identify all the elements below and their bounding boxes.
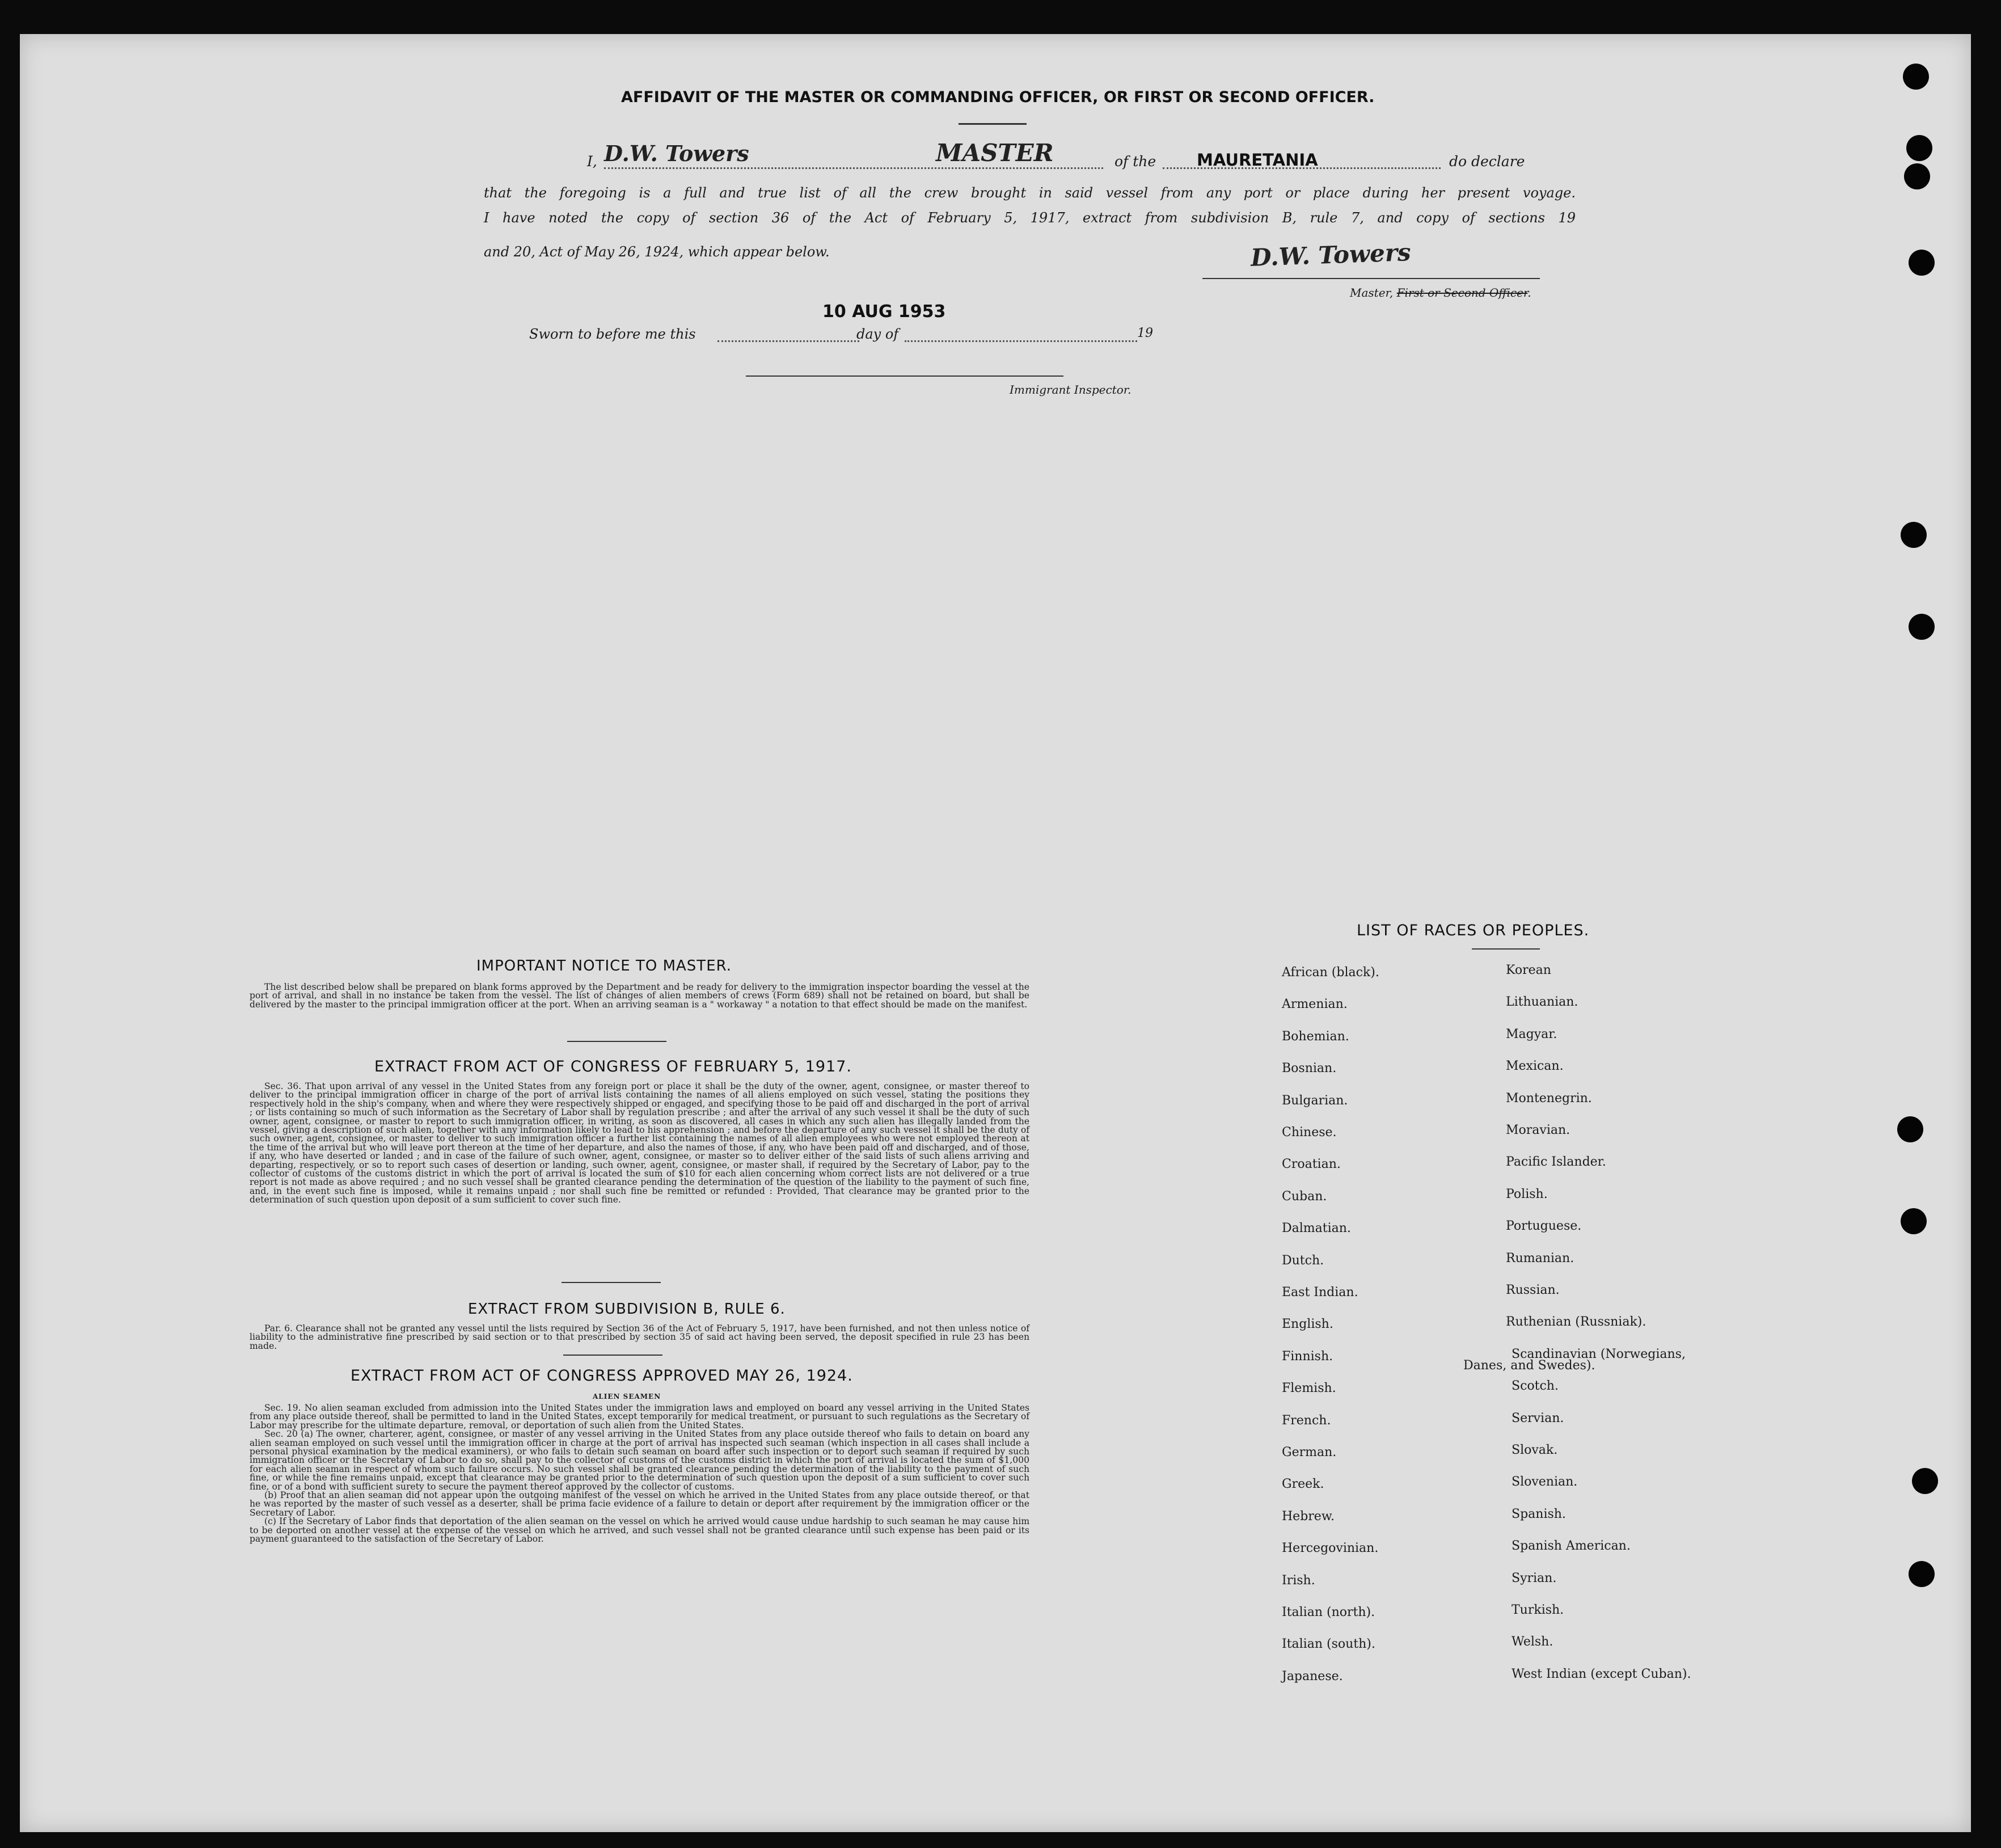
race-item: Danes, and Swedes). xyxy=(1463,1358,1595,1373)
race-item: Spanish. xyxy=(1512,1507,1566,1521)
sec20c-paragraph: (c) If the Secretary of Labor finds that deportation of the alien seaman on the vessel on which he arrived would cause undue hardship to such seaman he may cause him to be deported on another vessel at the expense of the vessel on which he arrived, and such vessel shall not be granted clearance until such expense has been paid or its payment guaranteed to the satisfaction of the Secretary of Labor. xyxy=(250,1516,1029,1545)
section-rule xyxy=(562,1282,661,1283)
day-of-label: day of xyxy=(856,326,899,342)
sworn-date-stamp: 10 AUG 1953 xyxy=(822,302,946,322)
race-item: Turkish. xyxy=(1512,1603,1564,1617)
race-item: Slovenian. xyxy=(1512,1475,1578,1490)
subdivision-b-text xyxy=(250,1324,1029,1351)
notice-text xyxy=(250,983,1029,1009)
title-rule xyxy=(959,123,1027,125)
inspector-signature-line xyxy=(746,375,1063,377)
race-item: Korean xyxy=(1506,963,1551,977)
punch-hole xyxy=(1909,250,1935,276)
race-item: Japanese. xyxy=(1282,1669,1343,1684)
subdivision-b-title: EXTRACT FROM SUBDIVISION B, RULE 6. xyxy=(468,1301,786,1318)
race-item: Scotch. xyxy=(1512,1379,1559,1394)
race-item: Dalmatian. xyxy=(1282,1221,1351,1236)
race-item: Bohemian. xyxy=(1282,1029,1349,1044)
punch-hole xyxy=(1909,1561,1935,1587)
race-item: Pacific Islander. xyxy=(1506,1155,1606,1170)
race-item: Flemish. xyxy=(1282,1381,1336,1396)
vessel-line xyxy=(1163,167,1441,169)
race-item: English. xyxy=(1282,1317,1333,1332)
race-item: Lithuanian. xyxy=(1506,995,1578,1010)
sec36-paragraph: Sec. 36. That upon arrival of any vessel in the United States from any foreign port or place it shall be the duty of the owner, agent, consignee, or master thereof to deliver to the principal immigration officer in charge of the port of arrival lists containing the names of all aliens employed on such vessel, stating the positions they respectively hold in the ship's company, when and where they were respectively shipped or engaged, and specifying those to be paid off and discharged in the port of arrival ; or lists containing so much of such information as the Secretary of Labor shall by regulation prescribe ; and after the arrival of any such vessel it shall be the duty of such owner, agent, consignee, or master to report to such immigration officer, in writing, as soon as discovered, all cases in which any such alien has illegally landed from the vessel, giving a description of such alien, together with any information likely to lead to his apprehension ; and before the departure of any such vessel it shall be the duty of such owner, agent, consignee, or master to deliver to such immigration officer a further list containing the names of all alien employees who were not employed thereon at the time of the arrival but who will leave port thereon at the time of her departure, and also the names of those, if any, who have been paid off and discharged, and of those, if any, who have deserted or landed ; and in case of the failure of such owner, agent, consignee, or master so to deliver either of the said lists of such aliens arriving and departing, respectively, or so to report such cases of desertion or landing, such owner, agent, consignee, or master shall, if required by the Secretary of Labor, pay to the collector of customs of the customs district in which the port of arrival is located the sum of $10 for each alien concerning whom correct lists are not delivered or a true report is not made as above required ; and no such vessel shall be granted clearance pending the determination of the question of the liability to the payment of such fine, and, in the event such fine is imposed, while it remains unpaid ; nor shall such fine be remitted or refunded : Provided, That clearance may be granted prior to the determination of such question upon deposit of a sum sufficient to cover such fine. xyxy=(250,1081,1029,1205)
statement-line-2: I have noted the copy of section 36 of the Act of February 5, 1917, extract from subdivision B, rule 7, and copy of sections 19 xyxy=(484,210,1576,226)
sworn-month-line xyxy=(905,340,1137,342)
sec19-paragraph: Sec. 19. No alien seaman excluded from admission into the United States under the immigration laws and employed on board any vessel arriving in the United States from any place outside thereof, shall be permitted to land in the United States, except temporarily for medical treatment, or pursuant to such regulations as the Secretary of Labor may prescribe for the ultimate departure, removal, or deportation of such alien from the United States. xyxy=(250,1403,1029,1431)
race-item: Magyar. xyxy=(1506,1027,1557,1041)
extract-1924-title: EXTRACT FROM ACT OF CONGRESS APPROVED MAY 26, 1924. xyxy=(351,1367,853,1385)
name-line xyxy=(604,167,1103,169)
race-item: Cuban. xyxy=(1282,1189,1327,1204)
race-item: Polish. xyxy=(1506,1187,1548,1201)
extract-1924-text xyxy=(250,1404,1029,1544)
form-page xyxy=(20,34,1971,1832)
sworn-label: Sworn to before me this xyxy=(529,326,696,342)
race-item: Armenian. xyxy=(1282,997,1348,1012)
race-item: French. xyxy=(1282,1413,1331,1428)
notice-paragraph: The list described below shall be prepared on blank forms approved by the Department and be ready for delivery to the immigration inspector boarding the vessel at the port of arrival, and shall in no instance be taken from the vessel. The list of changes of alien members of crews (Form 689) shall not be retained on board, but shall be delivered by the master to the principal immigration officer at the port. When an arriving seaman is a " workaway " a notation to that effect should be made on the manifest. xyxy=(250,982,1029,1010)
race-item: Russian. xyxy=(1506,1283,1560,1297)
races-title: LIST OF RACES OR PEOPLES. xyxy=(1357,922,1590,939)
affidavit-title: AFFIDAVIT OF THE MASTER OR COMMANDING OFFICER, OR FIRST OR SECOND OFFICER. xyxy=(621,88,1375,106)
race-item: Ruthenian (Russniak). xyxy=(1506,1315,1647,1330)
punch-hole xyxy=(1904,163,1930,189)
punch-hole xyxy=(1901,1208,1927,1234)
i-label: I, xyxy=(587,153,597,170)
par6-paragraph: Par. 6. Clearance shall not be granted any vessel until the lists required by Section 36 of the Act of February 5, 1917, have been furnished, and not then unless notice of liability to the administrative fine prescribed by said section or to that prescribed by section 35 of said act having been served, the deposit specified in rule 23 has been made. xyxy=(250,1323,1029,1351)
race-item: Italian (south). xyxy=(1282,1637,1375,1652)
punch-hole xyxy=(1903,64,1929,90)
race-item: Italian (north). xyxy=(1282,1605,1375,1619)
sworn-day-line xyxy=(717,340,859,342)
race-item: Scandinavian (Norwegians, xyxy=(1512,1347,1686,1361)
race-item: Montenegrin. xyxy=(1506,1091,1592,1106)
punch-hole xyxy=(1897,1116,1923,1142)
race-item: Finnish. xyxy=(1282,1349,1333,1364)
notice-title: IMPORTANT NOTICE TO MASTER. xyxy=(476,957,732,974)
master-signature: D.W. Towers xyxy=(1250,238,1412,272)
race-item: Servian. xyxy=(1512,1411,1564,1425)
year-prefix: 19 xyxy=(1137,326,1153,340)
inspector-caption: Immigrant Inspector. xyxy=(1010,383,1132,396)
race-item: Dutch. xyxy=(1282,1253,1324,1268)
race-item: Portuguese. xyxy=(1506,1219,1582,1234)
signature-caption: Master, First or Second Officer. xyxy=(1350,286,1531,299)
race-item: Bulgarian. xyxy=(1282,1093,1348,1108)
race-item: Spanish American. xyxy=(1512,1539,1631,1554)
do-declare-label: do declare xyxy=(1449,153,1525,170)
sec20a-paragraph: Sec. 20 (a) The owner, charterer, agent, consignee, or master of any vessel arriving in the United States from any place outside thereof who fails to detain on board any alien seaman employed on such vessel until the immigration officer in charge at the port of arrival has inspected such seaman (which inspection in all cases shall include a personal physical examination by the medical examiners), or who fails to detain such seaman on board after such inspection or to deport such seaman if required by such immigration officer or the Secretary of Labor to do so, shall pay to the collector of customs of the customs district in which the port of arrival is located the sum of $1,000 for each alien seaman in respect of whom such failure occurs. No such vessel shall be granted clearance pending the determination of the liability to the payment of such fine, or while the fine remains unpaid, except that clearance may be granted prior to the determination of such question upon the deposit of a sum sufficient to cover such fine, or of a bond with sufficient surety to secure the payment thereof approved by the collector of customs. xyxy=(250,1429,1029,1492)
race-item: Chinese. xyxy=(1282,1125,1337,1140)
statement-line-1: that the foregoing is a full and true list of all the crew brought in said vessel from any port or place during her present voyage. xyxy=(484,185,1576,201)
race-item: Croatian. xyxy=(1282,1157,1341,1172)
race-item: Mexican. xyxy=(1506,1059,1564,1074)
punch-hole xyxy=(1909,614,1935,640)
extract-1917-text xyxy=(250,1082,1029,1205)
extract-1917-title: EXTRACT FROM ACT OF CONGRESS OF FEBRUARY 5, 1917. xyxy=(374,1058,852,1075)
race-item: Syrian. xyxy=(1512,1571,1557,1585)
punch-hole xyxy=(1912,1468,1938,1494)
race-item: Bosnian. xyxy=(1282,1061,1337,1076)
race-item: Moravian. xyxy=(1506,1123,1571,1137)
race-item: Rumanian. xyxy=(1506,1251,1574,1265)
rank-handwritten: MASTER xyxy=(936,139,1054,167)
punch-hole xyxy=(1906,135,1932,161)
signer-name-handwritten: D.W. Towers xyxy=(604,141,749,166)
alien-seamen-subtitle: ALIEN SEAMEN xyxy=(593,1393,661,1400)
race-item: Hercegovinian. xyxy=(1282,1541,1379,1556)
punch-hole xyxy=(1901,522,1927,548)
vessel-name: MAURETANIA xyxy=(1197,150,1318,170)
race-item: African (black). xyxy=(1282,965,1379,980)
race-item: Hebrew. xyxy=(1282,1509,1335,1524)
of-the-label: of the xyxy=(1115,153,1156,170)
race-item: Irish. xyxy=(1282,1573,1315,1588)
races-title-rule xyxy=(1472,948,1540,950)
race-item: Welsh. xyxy=(1512,1635,1553,1649)
section-rule xyxy=(567,1041,666,1042)
statement-line-3: and 20, Act of May 26, 1924, which appear below. xyxy=(484,244,830,260)
race-item: German. xyxy=(1282,1445,1337,1459)
race-item: East Indian. xyxy=(1282,1285,1358,1299)
race-item: Greek. xyxy=(1282,1477,1324,1492)
race-item: Slovak. xyxy=(1512,1443,1558,1457)
sec20b-paragraph: (b) Proof that an alien seaman did not appear upon the outgoing manifest of the vessel on which he arrived in the United States from any place outside thereof, or that he was reported by the master of such vessel as a deserter, shall be prima facie evidence of a failure to detain or deport after requirement by the immigration officer or the Secretary of Labor. xyxy=(250,1490,1029,1518)
race-item: West Indian (except Cuban). xyxy=(1512,1666,1691,1681)
section-rule xyxy=(563,1355,662,1356)
signature-line xyxy=(1202,278,1540,279)
